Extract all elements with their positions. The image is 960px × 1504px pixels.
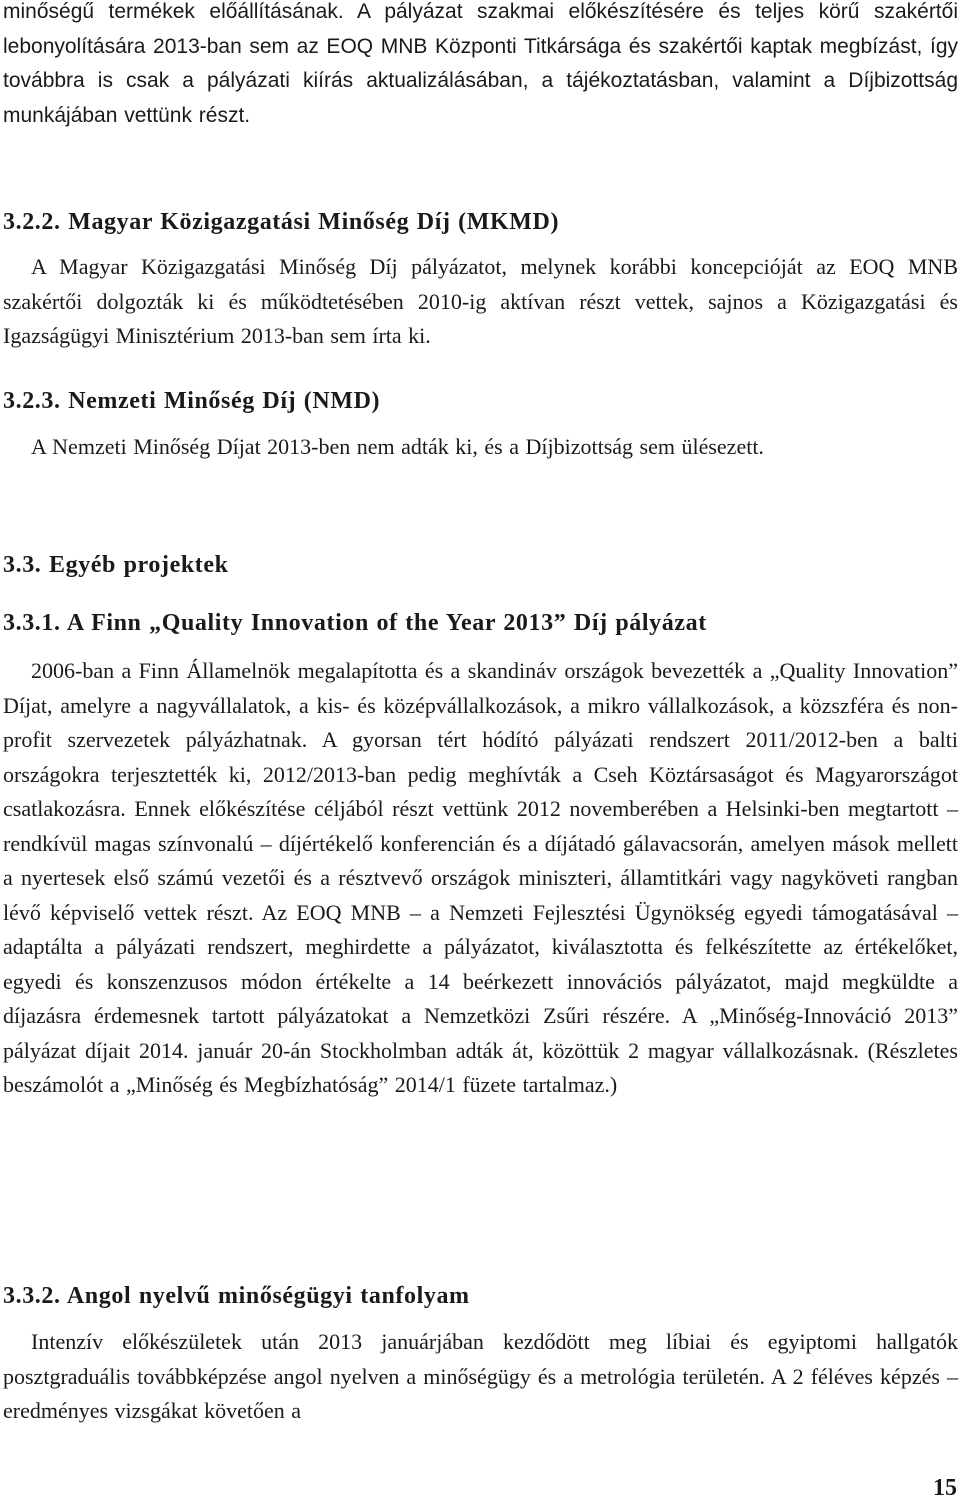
paragraph-nmd: A Nemzeti Minőség Díjat 2013-ben nem adták ki, és a Díjbizottság sem ülésezett. [31, 434, 764, 459]
heading-3-3: 3.3. Egyéb projektek [3, 552, 229, 578]
paragraph-angol-tanfolyam: Intenzív előkészületek után 2013 januárjában kezdődött meg líbiai és egyiptomi hallgatók posztgraduális továbbképzése angol nyelven a minőségügy és a metrológia területén. A 2 féléves képzés – eredményes vizsgákat követően a [3, 1329, 958, 1423]
paragraph-mkmd: A Magyar Közigazgatási Minőség Díj pályázatot, melynek korábbi koncepcióját az EOQ MNB szakértői dolgozták ki és működtetésében 2010-ig aktívan részt vettek, sajnos a Közigazgatási és Igazságügyi Minisztérium 2013-ban sem írta ki. [3, 254, 958, 348]
heading-3-2-3: 3.2.3. Nemzeti Minőség Díj (NMD) [3, 388, 381, 414]
page-number: 15 [933, 1475, 957, 1501]
paragraph-quality-innovation: 2006-ban a Finn Államelnök megalapította és a skandináv országok bevezették a „Quality Innovation” Díjat, amelyre a nagyvállalatok, a kis- és középvállalkozások, a mikro vállalkozások, a közszféra és non-profit szervezetek pályázhatnak. A gyorsan tért hódító pályázati rendszert 2011/2012-ben a balti országokra terjesztették ki, 2012/2013-ban pedig meghívták a Cseh Köztársaságot és Magyarországot csatlakozásra. Ennek előkészítése céljából részt vettünk 2012 novemberében a Helsinki-ben megtartott – rendkívül magas színvonalú – díjértékelő konferencián és a díjátadó gálavacsorán, amelyen mások mellett a nyertesek első számú vezetői és a résztvevő országok miniszteri, államtitkári vagy nagyköveti rangban lévő képviselő vettek részt. Az EOQ MNB – a Nemzeti Fejlesztési Ügynökség egyedi támogatásával – adaptálta a pályázati rendszert, meghirdette a pályázatot, kiválasztotta és felkészítette az értékelőket, egyedi és konszenzusos módon értékelte a 14 beérkezett innovációs pályázatot, majd megküldte a díjazásra érdemesnek tartott pályázatokat a Nemzetközi Zsűri részére. A „Minőség-Innováció 2013” pályázat díjait 2014. január 20-án Stockholmban adták át, közöttük 2 magyar vállalkozásnak. (Részletes beszámolót a „Minőség és Megbízhatóság” 2014/1 füzete tartalmaz.) [3, 658, 958, 1097]
paragraph-pallazat-intro: minőségű termékek előállításának. A pályázat szakmai előkészítésére és teljes körű szakértői lebonyolítására 2013-ban sem az EOQ MNB Központi Titkársága és szakértői kaptak megbízást, így továbbra is csak a pályázati kiírás aktualizálásában, a tájékoztatásban, valamint a Díjbizottság munkájában vettünk részt. [3, 0, 958, 127]
heading-3-3-2: 3.3.2. Angol nyelvű minőségügyi tanfolyam [3, 1283, 470, 1309]
heading-3-3-1: 3.3.1. A Finn „Quality Innovation of the Year 2013” Díj pályázat [3, 610, 707, 636]
heading-3-2-2: 3.2.2. Magyar Közigazgatási Minőség Díj (MKMD) [3, 209, 560, 235]
